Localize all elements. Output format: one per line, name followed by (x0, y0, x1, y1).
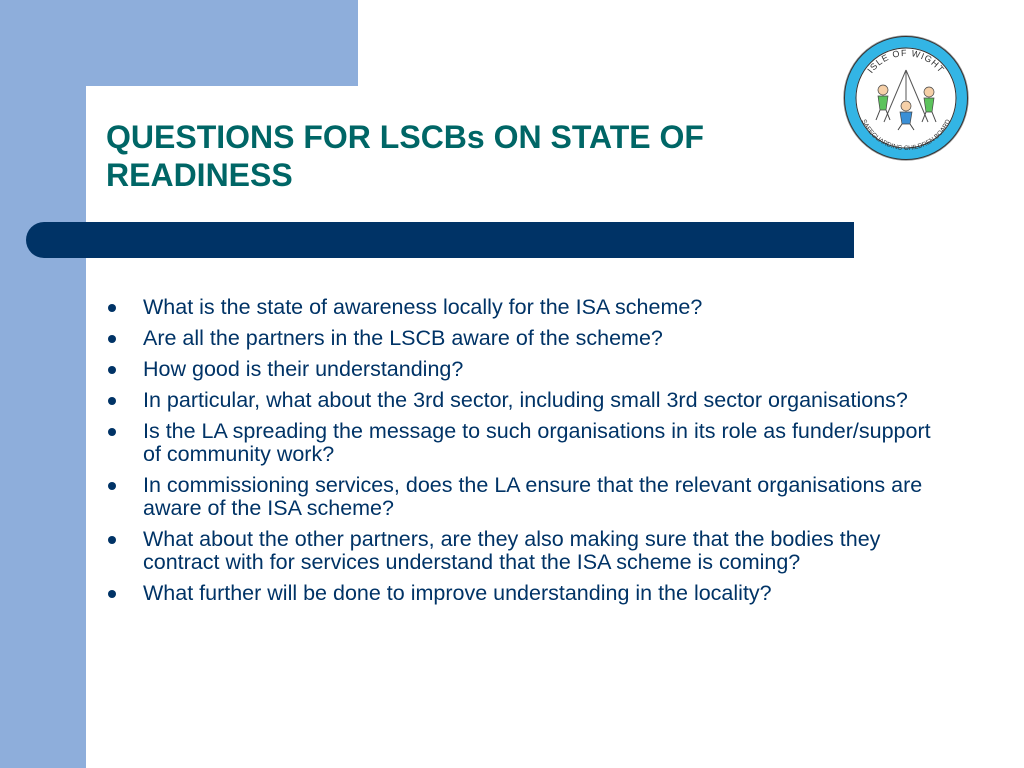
title-divider-bar (26, 222, 854, 258)
bullet-text: What about the other partners, are they also making sure that the bodies they contract with for services understand that the ISA scheme is coming? (143, 527, 881, 574)
frame-top-band (0, 0, 358, 86)
bullet-text: In particular, what about the 3rd sector, including small 3rd sector organisations? (143, 388, 908, 412)
bullet-text: Are all the partners in the LSCB aware of the scheme? (143, 326, 663, 350)
bullet-dot-icon (108, 590, 116, 598)
bullet-text: What further will be done to improve understanding in the locality? (143, 581, 772, 605)
list-item (106, 358, 946, 381)
bullet-dot-icon (108, 428, 116, 436)
list-item (106, 420, 946, 466)
title-line-2: READINESS (106, 157, 293, 193)
list-item (106, 528, 946, 574)
frame-left-band (0, 0, 86, 768)
logo-top-text: ISLE OF WIGHT (865, 47, 947, 75)
bullet-dot-icon (108, 366, 116, 374)
list-item (106, 474, 946, 520)
bullet-dot-icon (108, 335, 116, 343)
bullet-text: What is the state of awareness locally for the ISA scheme? (143, 295, 703, 319)
bullet-dot-icon (108, 304, 116, 312)
slide-title (106, 118, 836, 194)
list-item (106, 327, 946, 350)
bullet-list (106, 296, 946, 613)
list-item (106, 389, 946, 412)
logo-bottom-text: SAFEGUARDING CHILDREN BOARD (859, 118, 953, 153)
list-item (106, 582, 946, 605)
list-item (106, 296, 946, 319)
bullet-dot-icon (108, 397, 116, 405)
bullet-text: How good is their understanding? (143, 357, 464, 381)
bullet-dot-icon (108, 536, 116, 544)
bullet-text: In commissioning services, does the LA ensure that the relevant organisations are aware of the ISA scheme? (143, 473, 923, 520)
safeguarding-board-logo-icon (838, 30, 974, 166)
bullet-text: Is the LA spreading the message to such organisations in its role as funder/support of community work? (143, 419, 931, 466)
bullet-dot-icon (108, 482, 116, 490)
title-line-1: QUESTIONS FOR LSCBs ON STATE OF (106, 119, 704, 155)
